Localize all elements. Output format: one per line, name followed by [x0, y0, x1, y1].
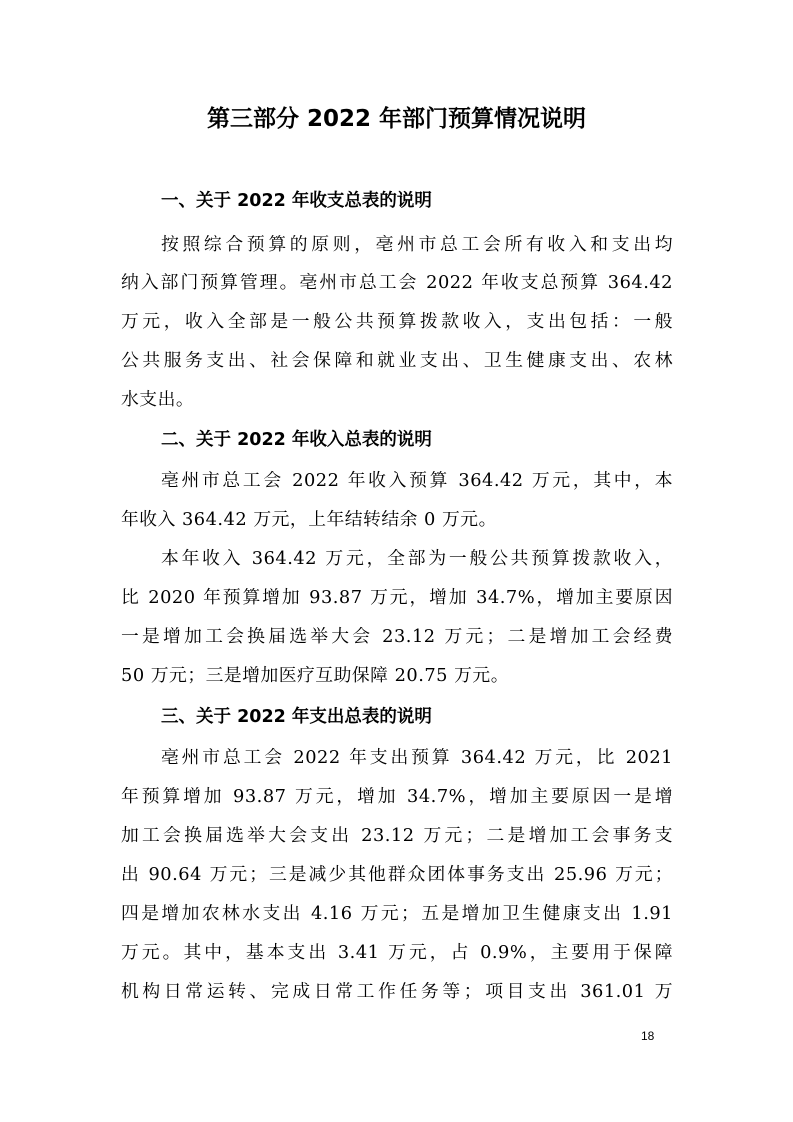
section-1-paragraph-1-line-3: 万元，收入全部是一般公共预算拨款收入，支出包括：一般 — [121, 311, 673, 332]
section-2-heading: 二、关于 2022 年收入总表的说明 — [161, 430, 432, 450]
section-1-paragraph-1-line-4: 公共服务支出、社会保障和就业支出、卫生健康支出、农林 — [121, 350, 673, 371]
section-2-paragraph-2-line-3: 一是增加工会换届选举大会 23.12 万元；二是增加工会经费 — [121, 626, 673, 647]
section-2-paragraph-2-line-2: 比 2020 年预算增加 93.87 万元，增加 34.7%，增加主要原因 — [121, 587, 673, 608]
section-2-paragraph-2-line-4: 50 万元；三是增加医疗互助保障 20.75 万元。 — [121, 665, 509, 686]
section-3-paragraph-1-line-4: 出 90.64 万元；三是减少其他群众团体事务支出 25.96 万元； — [121, 864, 673, 885]
page-title: 第三部分 2022 年部门预算情况说明 — [206, 106, 587, 132]
section-3-paragraph-1-line-3: 加工会换届选举大会支出 23.12 万元；二是增加工会事务支 — [121, 825, 673, 846]
section-1-heading: 一、关于 2022 年收支总表的说明 — [161, 191, 432, 211]
section-2-paragraph-1-line-1: 亳州市总工会 2022 年收入预算 364.42 万元，其中，本 — [161, 470, 673, 491]
section-3-paragraph-1-line-6: 万元。其中，基本支出 3.41 万元，占 0.9%，主要用于保障 — [121, 942, 673, 963]
section-3-paragraph-1-line-1: 亳州市总工会 2022 年支出预算 364.42 万元，比 2021 — [161, 747, 673, 768]
section-3-heading: 三、关于 2022 年支出总表的说明 — [161, 707, 432, 727]
section-2-paragraph-1-line-2: 年收入 364.42 万元，上年结转结余 0 万元。 — [121, 509, 497, 530]
page-number: 18 — [641, 1029, 655, 1043]
section-1-paragraph-1-line-5: 水支出。 — [121, 389, 195, 410]
section-1-paragraph-1-line-1: 按照综合预算的原则，亳州市总工会所有收入和支出均 — [161, 234, 673, 255]
section-2-paragraph-2-line-1: 本年收入 364.42 万元，全部为一般公共预算拨款收入， — [161, 548, 673, 569]
section-3-paragraph-1-line-5: 四是增加农林水支出 4.16 万元；五是增加卫生健康支出 1.91 — [121, 903, 673, 924]
section-3-paragraph-1-line-2: 年预算增加 93.87 万元，增加 34.7%，增加主要原因一是增 — [121, 786, 673, 807]
section-1-paragraph-1-line-2: 纳入部门预算管理。亳州市总工会 2022 年收支总预算 364.42 — [121, 272, 673, 293]
section-3-paragraph-1-line-7: 机构日常运转、完成日常工作任务等；项目支出 361.01 万 — [121, 981, 673, 1002]
